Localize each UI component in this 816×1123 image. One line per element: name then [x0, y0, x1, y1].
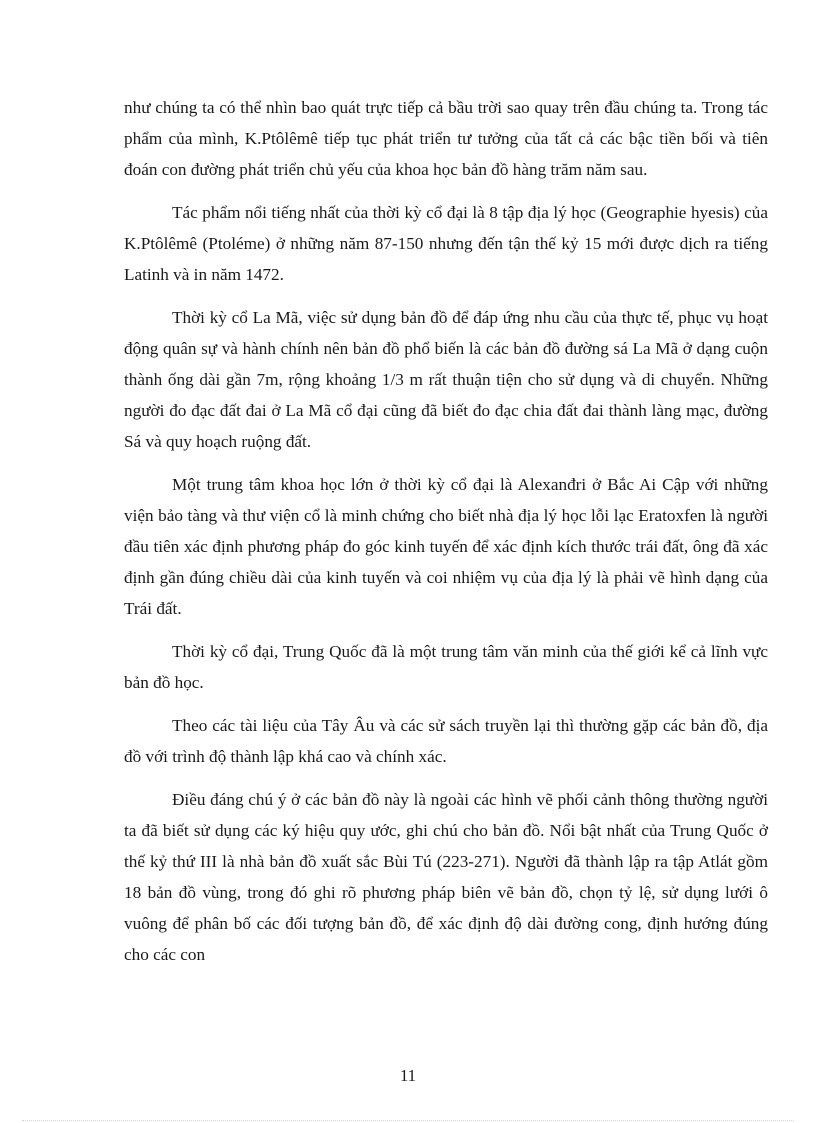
document-body: [124, 92, 768, 982]
paragraph-continuation: như chúng ta có thể nhìn bao quát trực tiếp cả bầu trời sao quay trên đầu chúng ta. Trong tác phẩm của mình, K.Ptôlêmê tiếp tục phát triển tư tưởng của tất cả các bậc tiền bối và tiên đoán con đường phát triển chủ yếu của khoa học bản đồ hàng trăm năm sau.: [124, 98, 768, 179]
paragraph-china-center: Thời kỳ cổ đại, Trung Quốc đã là một trung tâm văn minh của thế giới kể cả lĩnh vực bản đồ học.: [124, 642, 768, 692]
paragraph-alexandria: Một trung tâm khoa học lớn ở thời kỳ cổ đại là Alexanđri ở Bắc Ai Cập với những viện bảo tàng và thư viện cổ là minh chứng cho biết nhà địa lý học lỗi lạc Eratoxfen là người đầu tiên xác định phương pháp đo góc kinh tuyến để xác định kích thước trái đất, ông đã xác định gần đúng chiều dài của kinh tuyến và coi nhiệm vụ của địa lý là phải vẽ hình dạng của Trái đất.: [124, 475, 768, 618]
paragraph-roman-maps: Thời kỳ cổ La Mã, việc sử dụng bản đồ để đáp ứng nhu cầu của thực tế, phục vụ hoạt động quân sự và hành chính nên bản đồ phổ biến là các bản đồ đường sá La Mã ở dạng cuộn thành ống dài gần 7m, rộng khoảng 1/3 m rất thuận tiện cho sử dụng và di chuyển. Những người đo đạc đất đai ở La Mã cổ đại cũng đã biết đo đạc chia đất đai thành làng mạc, đường Sá và quy hoạch ruộng đất.: [124, 308, 768, 451]
paragraph-western-sources: Theo các tài liệu của Tây Âu và các sử sách truyền lại thì thường gặp các bản đồ, địa đồ với trình độ thành lập khá cao và chính xác.: [124, 716, 768, 766]
page-number: 11: [399, 1066, 417, 1085]
paragraph-ptolemy-geography: Tác phẩm nổi tiếng nhất của thời kỳ cổ đại là 8 tập địa lý học (Geographie hyesis) của K.Ptôlêmê (Ptoléme) ở những năm 87-150 nhưng đến tận thế kỷ 15 mới được dịch ra tiếng Latinh và in năm 1472.: [124, 203, 768, 284]
page-bottom-divider: [22, 1120, 794, 1121]
paragraph-bui-tu: Điều đáng chú ý ở các bản đồ này là ngoài các hình vẽ phối cảnh thông thường người ta đã biết sử dụng các ký hiệu quy ước, ghi chú cho bản đồ. Nổi bật nhất của Trung Quốc ở thế kỷ thứ III là nhà bản đồ xuất sắc Bùi Tú (223-271). Người đã thành lập ra tập Atlát gồm 18 bản đồ vùng, trong đó ghi rõ phương pháp biên vẽ bản đồ, chọn tỷ lệ, sử dụng lưới ô vuông để phân bố các đối tượng bản đồ, để xác định độ dài đường cong, định hướng đúng cho các con: [124, 790, 768, 964]
